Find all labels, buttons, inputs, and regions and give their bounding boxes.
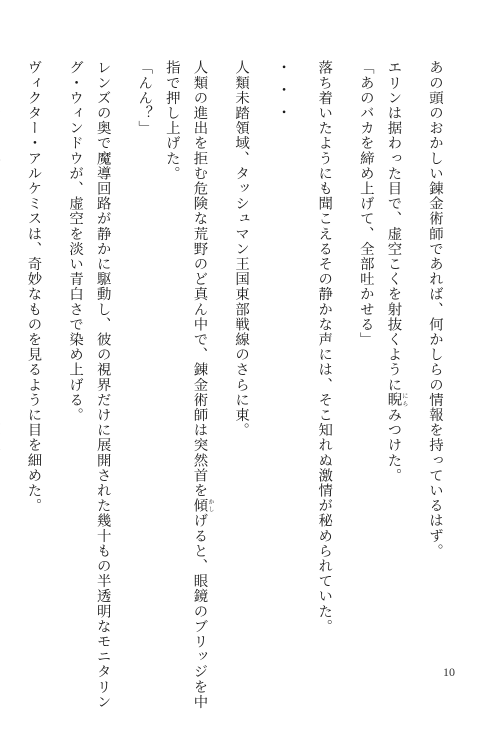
text-line: 人類未踏領域、タッシュマン王国東部戦線のさらに東。: [233, 60, 250, 438]
scene-break: ・・・: [274, 60, 291, 128]
text-line: レンズの奥で魔導回路が静かに駆動し、彼の視界だけに展開された幾十もの半透明なモニタリン: [94, 60, 111, 710]
text-line: 人類の進出を拒む危険な荒野のど真ん中で、錬金術師は突然首を傾 かしげると、眼鏡のブリッジを中: [191, 60, 214, 710]
text-line: 「あのバカを締め上げて、全部吐かせる」: [357, 60, 374, 347]
text-line: グ・ウィンドウが、虚空を淡い青白さで染め上げる。: [67, 60, 84, 423]
text-line: [0, 60, 19, 650]
page-number: 10: [443, 665, 455, 679]
furigana-ruby: 睨 にら: [385, 392, 408, 408]
furigana-reading: にら: [400, 392, 408, 408]
text-line: あの頭のおかしい錬金術師であれば、何かしらの情報を持っているはず。: [427, 60, 443, 559]
furigana-reading: かし: [206, 497, 214, 513]
furigana-ruby: 傾 かし: [191, 497, 214, 514]
text-line: エリンは据わった目で、虚空こくを射抜くように睨 にらみつけた。: [385, 60, 408, 483]
vertical-text-body: [0, 60, 448, 710]
text-line: 落ち着いたようにも聞こえるその静かな声には、そこ知れぬ激情が秘められていた。: [316, 60, 333, 634]
text-line: ヴィクター・アルケミスは、奇妙なものを見るように目を細めた。: [25, 60, 42, 513]
text-line: 「んん？」: [136, 60, 153, 136]
text-line: 指で押し上げた。: [163, 60, 180, 181]
